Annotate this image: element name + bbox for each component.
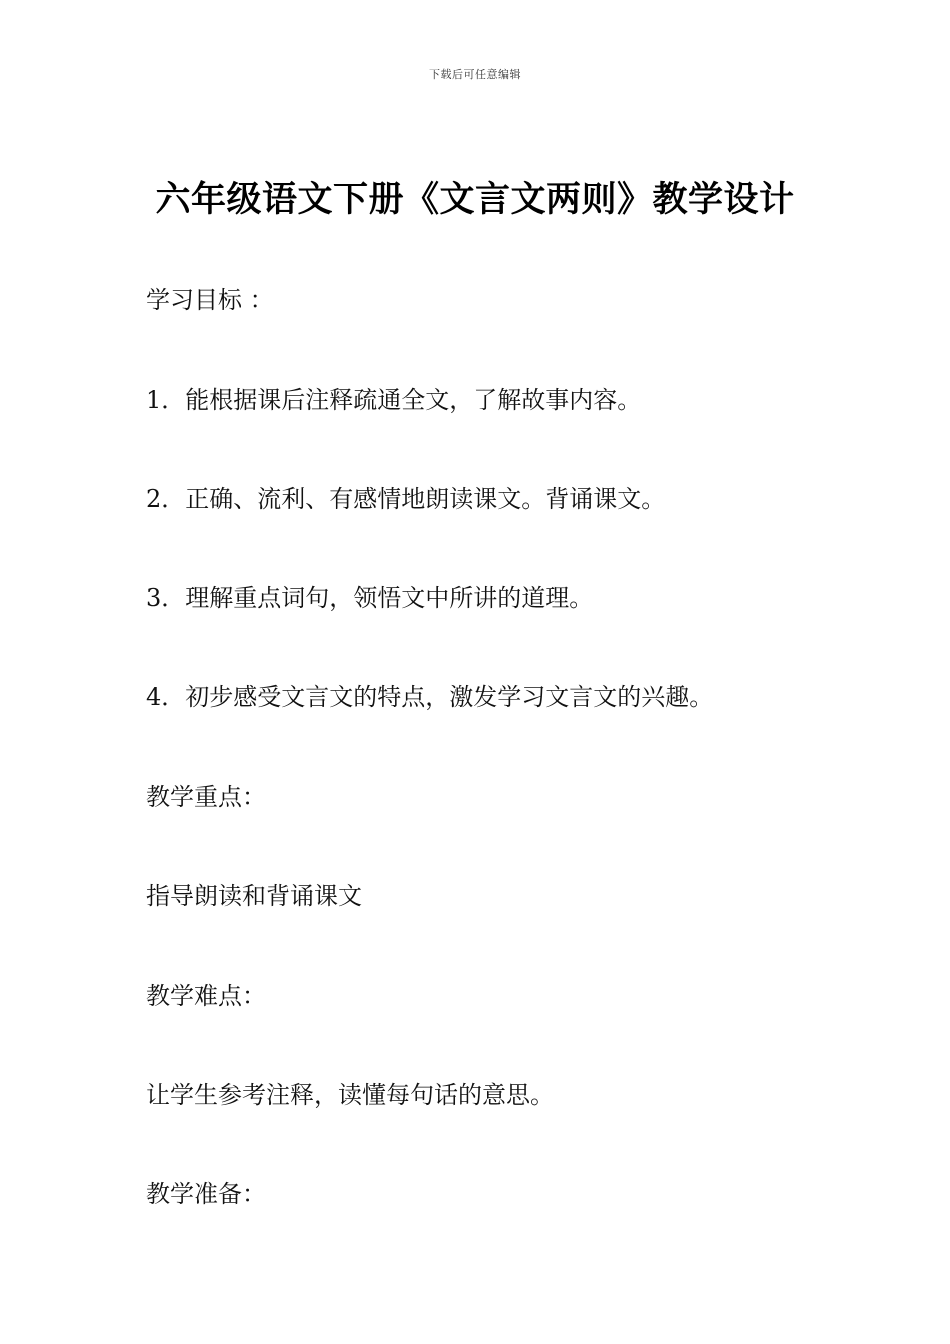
header-note: 下载后可任意编辑 [429,68,521,81]
preparation-heading: 教学准备： [146,1180,266,1208]
difficulties-heading: 教学难点： [146,982,266,1010]
page-title: 六年级语文下册《文言文两则》教学设计 [155,180,795,220]
objective-item-1: 1．能根据课后注释疏通全文，了解故事内容。 [146,386,642,414]
objective-item-3: 3．理解重点词句，领悟文中所讲的道理。 [146,584,594,612]
objective-item-2: 2．正确、流利、有感情地朗读课文。背诵课文。 [146,485,666,513]
objectives-heading: 学习目标 ： [146,286,274,314]
difficulties-text: 让学生参考注释，读懂每句话的意思。 [146,1081,554,1109]
key-points-text: 指导朗读和背诵课文 [146,882,362,910]
key-points-heading: 教学重点： [146,783,266,811]
objective-item-4: 4．初步感受文言文的特点，激发学习文言文的兴趣。 [146,683,714,711]
